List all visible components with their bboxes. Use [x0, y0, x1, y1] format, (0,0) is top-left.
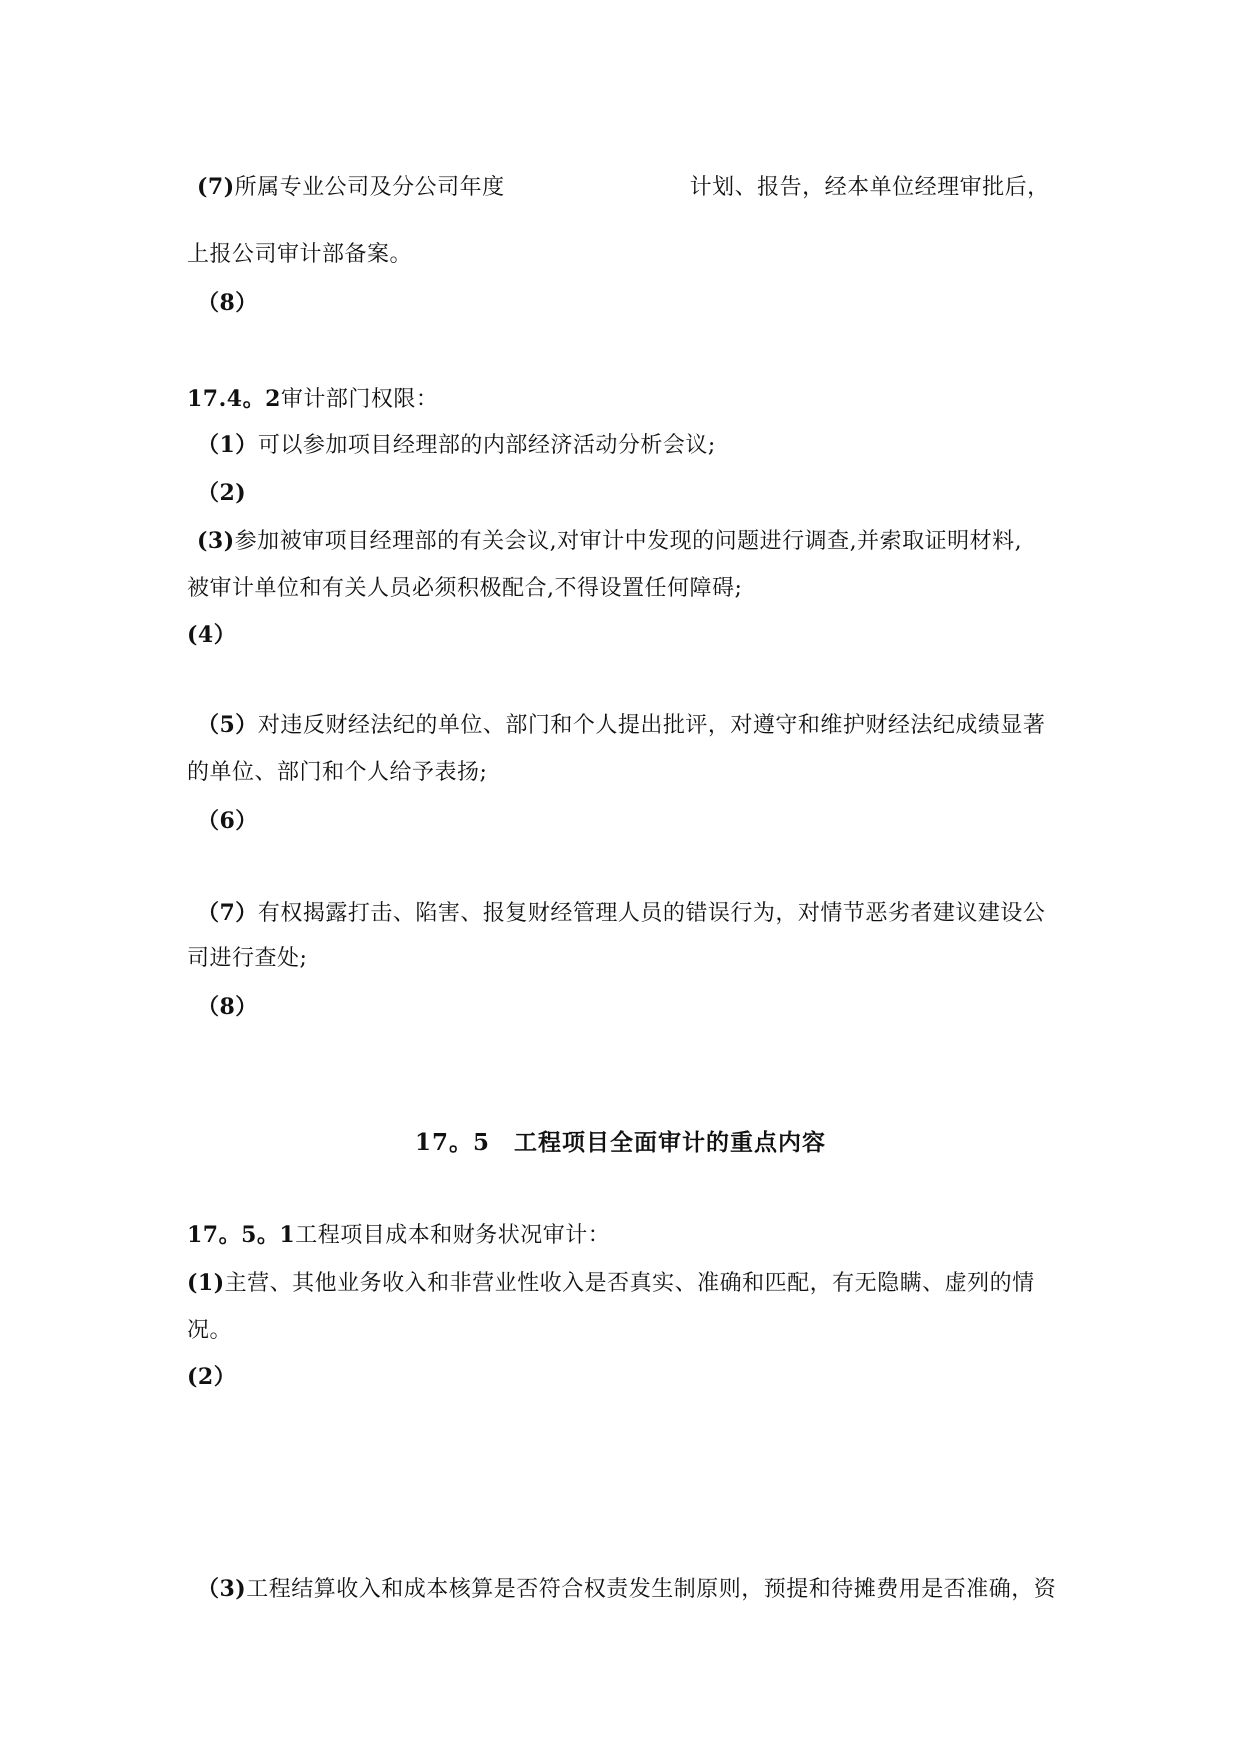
paragraph-line — [197, 288, 1127, 319]
line-text: 工程项目成本和财务状况审计： — [295, 1223, 611, 1248]
section-number: 17。5。1 — [187, 1222, 296, 1248]
item-number: (1) — [187, 1270, 225, 1296]
paragraph-line — [197, 172, 1127, 203]
item-number: (4） — [187, 622, 237, 648]
item-number: （6） — [197, 808, 258, 834]
line-text: 对违反财经法纪的单位、部门和个人提出批评，对遵守和维护财经法纪成绩显著 — [257, 713, 1046, 738]
paragraph-line — [187, 240, 1117, 270]
line-text: 审计部门权限： — [280, 387, 439, 412]
paragraph-line — [197, 992, 1127, 1023]
line-text: 可以参加项目经理部的内部经济活动分析会议; — [257, 433, 716, 458]
line-text: 所属专业公司及分公司年度 — [234, 175, 505, 200]
line-text: 司进行查处; — [187, 946, 308, 971]
paragraph-line — [187, 620, 1117, 651]
paragraph-line — [187, 1316, 1117, 1346]
section-heading: 17。5 工程项目全面审计的重点内容 — [414, 1129, 826, 1156]
item-number: （8） — [197, 290, 258, 316]
item-number: （1） — [197, 432, 258, 458]
paragraph-line — [197, 526, 1127, 557]
line-text: 参加被审项目经理部的有关会议,对审计中发现的问题进行调查,并索取证明材料, — [234, 529, 1023, 554]
line-text: 工程结算收入和成本核算是否符合权责发生制原则，预提和待摊费用是否准确，资 — [246, 1577, 1057, 1602]
paragraph-line — [197, 710, 1127, 741]
paragraph-line — [187, 1268, 1117, 1299]
paragraph-line — [197, 1574, 1127, 1605]
line-text: 有权揭露打击、陷害、报复财经管理人员的错误行为，对情节恶劣者建议建设公 — [257, 901, 1046, 926]
paragraph-line — [187, 1362, 1117, 1393]
section-subheading — [187, 384, 1117, 415]
line-text: 被审计单位和有关人员必须积极配合,不得设置任何障碍; — [187, 576, 743, 601]
paragraph-line — [197, 478, 1127, 509]
item-number: （3) — [197, 1576, 247, 1602]
paragraph-line — [197, 430, 1127, 461]
section-number: 17.4。2 — [187, 386, 281, 412]
item-number: （2) — [197, 480, 247, 506]
line-text: 上报公司审计部备案。 — [187, 242, 413, 267]
paragraph-line — [187, 944, 1117, 974]
paragraph-line — [197, 898, 1127, 929]
item-number: （8） — [197, 994, 258, 1020]
line-text: 计划、报告，经本单位经理审批后， — [689, 175, 1050, 200]
line-text: 况。 — [187, 1318, 233, 1343]
item-number: （5） — [197, 712, 258, 738]
item-number: (2） — [187, 1364, 237, 1390]
item-number: (7) — [197, 174, 235, 200]
paragraph-line — [187, 758, 1117, 788]
line-text: 主营、其他业务收入和非营业性收入是否真实、准确和匹配，有无隐瞒、虚列的情 — [224, 1271, 1035, 1296]
paragraph-line — [197, 806, 1127, 837]
paragraph-line — [187, 574, 1117, 604]
section-subheading — [187, 1220, 1117, 1251]
line-text: 的单位、部门和个人给予表扬; — [187, 760, 488, 785]
item-number: （7） — [197, 900, 258, 926]
item-number: (3) — [197, 528, 235, 554]
